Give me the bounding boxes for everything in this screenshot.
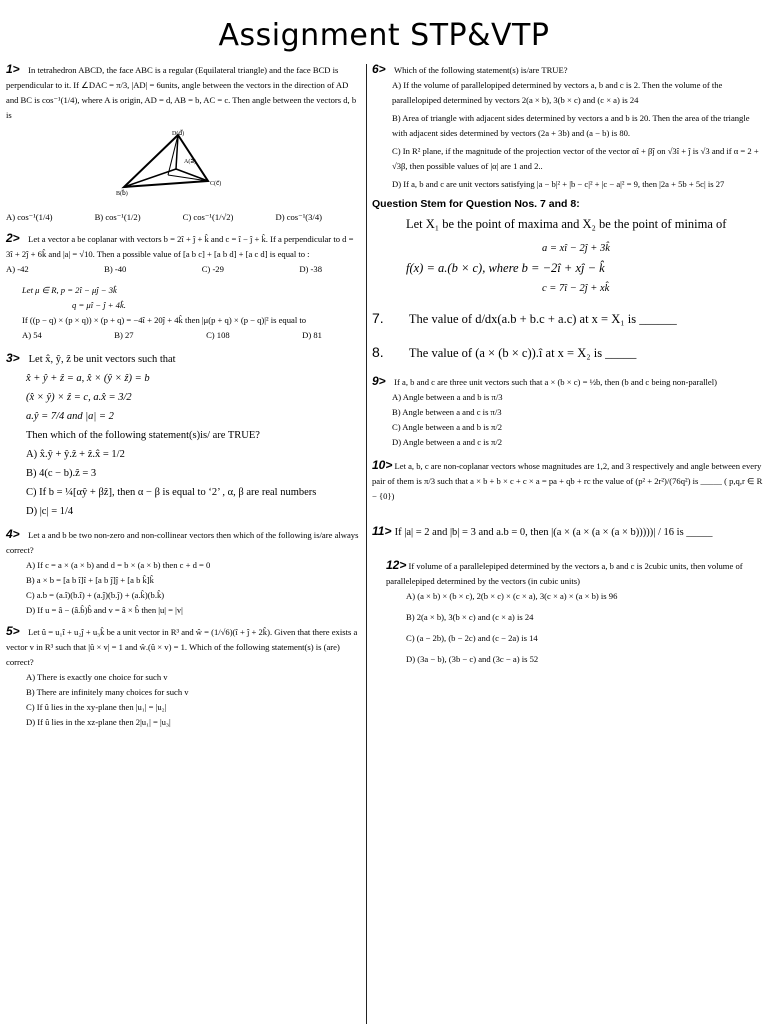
option-c: C) Angle between a and b is π/2 — [392, 422, 503, 432]
question-text: The value of (a × (b × c)).î at x = X₂ is _____ — [408, 346, 637, 360]
question-11 — [372, 522, 764, 542]
question-4 — [6, 527, 362, 618]
question-5 — [6, 624, 362, 730]
question-3 — [6, 349, 362, 521]
option-d: D) cos⁻¹(3/4) — [275, 212, 322, 222]
label-b: B(b⃗) — [116, 191, 128, 197]
equation-1: x̂ + ŷ + ẑ = a, x̂ × (ŷ × ẑ) = b — [26, 373, 150, 384]
question-text: Let a, b, c are non-coplanar vectors whose magnitudes are 1,2, and 3 respectively and angle between every pair of them is π/3 such that a × b + b × c + c × a = pa + qb + rc the value of (p² + 2r²)/(76q²) is _____ ( p,q,r ∈ R − {0}) — [372, 461, 763, 501]
label-c: C(c⃗) — [210, 181, 222, 187]
option-a: A) x̂.ŷ + ŷ.ẑ + ẑ.x̂ = 1/2 — [26, 449, 125, 460]
option-a: A) If the volume of parallelopiped determined by vectors a, b and c is 2. Then the volume of the parallelopiped determined by vectors 2(a × b), 3(b × c) and (c × a) is 24 — [392, 80, 723, 105]
question-number: 1> — [6, 62, 20, 76]
options — [6, 210, 362, 225]
question-number: 10> — [372, 458, 393, 472]
question-ask: Then which of the following statement(s)is/ are TRUE? — [26, 430, 260, 441]
question-number: 4> — [6, 527, 20, 541]
question-text: Which of the following statement(s) is/are TRUE? — [394, 65, 568, 75]
question-number: 6> — [372, 62, 386, 76]
page-title: Assignment STP&VTP — [218, 18, 550, 53]
options — [22, 328, 362, 343]
question-text: In tetrahedron ABCD, the face ABC is a regular (Equilateral triangle) and the face BCD is perpendicular to it. If ∠DAC = π/3, |AD| = 6units, angle between the vectors in the direction of AD and BC is cos⁻¹(1/4), where A is origin, AD = d, AB = b, AC = c. Then angle between the vectors d, b is — [6, 65, 357, 120]
question-number: 9> — [372, 374, 386, 388]
question-2b — [6, 283, 362, 343]
column-divider — [366, 64, 367, 1024]
stem-vector-a: a = xî − 2ĵ + 3k̂ — [542, 243, 610, 254]
option-b: B) 27 — [114, 330, 134, 340]
option-c: C) 108 — [206, 330, 230, 340]
option-c: C) In R² plane, if the magnitude of the projection vector of the vector αî + βĵ on √3î + ĵ is √3 and if α = 2 + √3β, then possible values of |α| are 1 and 2.. — [392, 146, 759, 171]
option-b: B) 2(a × b), 3(b × c) and (c × a) is 24 — [406, 612, 534, 622]
question-number: 5> — [6, 624, 20, 638]
question-9 — [372, 374, 764, 450]
question-number: 7. — [372, 310, 384, 326]
option-b: B) There are infinitely many choices for such v — [26, 687, 189, 697]
option-c: C) -29 — [201, 264, 224, 274]
line-1: Let μ ∈ R, p = 2î − μĵ − 3k̂ — [22, 285, 117, 295]
left-column — [6, 62, 362, 736]
option-a: A) 54 — [22, 330, 42, 340]
option-b: B) -40 — [104, 264, 127, 274]
stem-heading: Question Stem for Question Nos. 7 and 8: — [372, 198, 580, 210]
option-d: D) |c| = 1/4 — [26, 506, 74, 517]
question-number: 8. — [372, 344, 384, 360]
option-b: B) Angle between a and c is π/3 — [392, 407, 502, 417]
option-b: B) Area of triangle with adjacent sides determined by vectors a and b is 20. Then the area of the triangle with adjacent sides determined by vectors (2a + 3b) and (a − b) is 80. — [392, 113, 750, 138]
question-2 — [6, 231, 362, 277]
question-1 — [6, 62, 362, 225]
option-c: C) a.b = (a.î)(b.î) + (a.ĵ)(b.ĵ) + (a.k̂)(b.k̂) — [26, 590, 165, 600]
question-number: 11> — [372, 524, 392, 538]
option-c: C) If b = ¼[αŷ + βẑ], then α − β is equal to ‘2’ , α, β are real numbers — [26, 487, 317, 498]
question-number: 12> — [386, 558, 407, 572]
tetrahedron-figure — [116, 129, 362, 206]
question-intro: Let x̂, ŷ, ẑ be unit vectors such that — [28, 354, 176, 365]
option-c: C) (a − 2b), (b − 2c) and (c − 2a) is 14 — [406, 633, 538, 643]
option-d: D) (3a − b), (3b − c) and (3c − a) is 52 — [406, 654, 539, 664]
right-column — [372, 62, 764, 673]
option-b: B) cos⁻¹(1/2) — [94, 212, 141, 222]
option-d: D) If u = â − (â.b̂)b̂ and v = â × b̂ then |u| = |v| — [26, 605, 183, 615]
option-d: D) If a, b and c are unit vectors satisfying |a − b|² + |b − c|² + |c − a|² = 9, then |2a + 5b + 5c| is 27 — [392, 179, 725, 189]
option-a: A) cos⁻¹(1/4) — [6, 212, 53, 222]
question-text: The value of d/dx(a.b + b.c + a.c) at x = X₁ is ______ — [408, 312, 677, 326]
option-b: B) a × b = [a b î]î + [a b ĵ]ĵ + [a b k̂]k̂ — [26, 575, 154, 585]
stem-function: f(x) = a.(b × c), where b = −2î + xĵ − k̂ — [406, 261, 605, 275]
question-text: If a, b and c are three unit vectors such that a × (b × c) = ½b, then (b and c being non-parallel) — [394, 377, 717, 387]
question-text: If |a| = 2 and |b| = 3 and a.b = 0, then |(a × (a × (a × (a × b)))))| / 16 is _____ — [394, 527, 713, 538]
question-12 — [372, 558, 764, 667]
option-a: A) There is exactly one choice for such v — [26, 672, 168, 682]
option-d: D) If û lies in the xz-plane then 2|u₁| = |u₃| — [26, 717, 171, 727]
option-a: A) If c = a × (a × b) and d = b × (a × b) then c + d = 0 — [26, 560, 211, 570]
option-c: C) cos⁻¹(1/√2) — [182, 212, 234, 222]
equation-2: (x̂ × ŷ) × ẑ = c, a.x̂ = 3/2 — [26, 392, 132, 403]
option-d: D) Angle between a and c is π/2 — [392, 437, 503, 447]
question-number: 2> — [6, 231, 20, 245]
question-text: Let a and b be two non-zero and non-collinear vectors then which of the following is/are always correct? — [6, 530, 359, 555]
line-3: If ((p − q) × (p × q)) × (p + q) = −4î + 20ĵ + 4k̂ then |μ(p + q) × (p − q)|² is equal to — [22, 315, 307, 325]
option-d: D) -38 — [299, 264, 322, 274]
option-a: A) -42 — [6, 264, 29, 274]
question-7 — [372, 308, 764, 330]
stem-intro: Let X₁ be the point of maxima and X₂ be the point of minima of — [406, 217, 727, 231]
equation-3: a.ŷ = 7/4 and |a| = 2 — [26, 411, 114, 422]
option-a: A) Angle between a and b is π/3 — [392, 392, 503, 402]
question-stem-7-8 — [372, 198, 764, 298]
label-d: D(d⃗) — [172, 131, 185, 137]
question-6 — [372, 62, 764, 192]
question-text: Let û = u₁î + u₂ĵ + u₃k̂ be a unit vector in R³ and ŵ = (1/√6)(î + ĵ + 2k̂). Given that there exists a vector v in R³ such that |û × v| = 1 and ŵ.(û × v) = 1. Which of the following statement(s) is (are) correct? — [6, 627, 358, 667]
option-d: D) 81 — [302, 330, 322, 340]
question-text: Let a vector a be coplanar with vectors b = 2î + ĵ + k̂ and c = î − ĵ + k̂. If a perpendicular to d = 3î + 2ĵ + 6k̂ and |a| = √10. Then a possible value of [a b c] + [a b d] + [a c d] is equal to : — [6, 234, 354, 259]
option-c: C) If û lies in the xy-plane then |u₁| = |u₂| — [26, 702, 167, 712]
question-number: 3> — [6, 351, 20, 365]
options — [6, 262, 362, 277]
question-8 — [372, 342, 764, 364]
option-a: A) (a × b) × (b × c), 2(b × c) × (c × a), 3(c × a) × (a × b) is 96 — [406, 591, 618, 601]
question-text: If volume of a parallelepiped determined by the vectors a, b and c is 2cubic units, then volume of parallelepiped determined by the vectors (in cubic units) — [386, 561, 743, 586]
question-10 — [372, 458, 764, 504]
stem-vector-c: c = 7î − 2ĵ + xk̂ — [542, 283, 610, 294]
label-a: A(a⃗) — [184, 159, 197, 165]
option-b: B) 4(c − b).ẑ = 3 — [26, 468, 97, 479]
line-2: q = μî − ĵ + 4k̂. — [72, 300, 126, 310]
